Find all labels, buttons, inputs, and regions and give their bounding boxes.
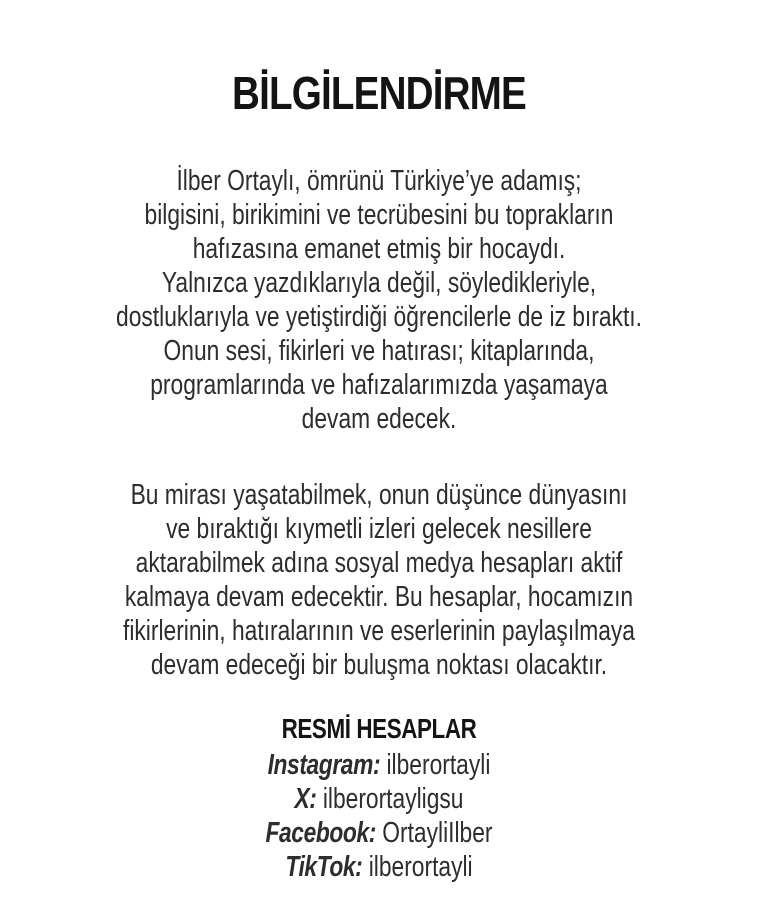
paragraph-line: dostluklarıyla ve yetiştirdiği öğrencilerle de iz bıraktı. xyxy=(116,301,642,333)
account-platform-label: X: xyxy=(294,783,317,815)
account-platform-label: Instagram: xyxy=(267,749,381,781)
account-line xyxy=(76,782,682,816)
paragraph-line: kalmaya devam edecektir. Bu hesaplar, hocamızın xyxy=(124,581,634,613)
paragraph-line: devam edeceği bir buluşma noktası olacaktır. xyxy=(150,649,608,681)
account-line xyxy=(76,850,682,884)
paragraph-line: aktarabilmek adına sosyal medya hesapları aktif xyxy=(135,547,623,579)
paragraph-line: programlarında ve hafızalarımızda yaşamaya xyxy=(150,369,608,401)
legacy-paragraph xyxy=(76,478,682,682)
official-accounts-section xyxy=(76,710,682,884)
account-handle: ilberortayligsu xyxy=(322,783,464,815)
paragraph-line: Onun sesi, fikirleri ve hatırası; kitaplarında, xyxy=(163,335,595,367)
paragraph-line: hafızasına emanet etmiş bir hocaydı. xyxy=(192,233,566,265)
paragraph-line: İlber Ortaylı, ömrünü Türkiye’ye adamış; xyxy=(176,165,582,197)
page-title: BİLGİLENDİRME xyxy=(232,67,526,119)
account-handle: OrtayliIlber xyxy=(382,817,493,849)
accounts-heading: RESMİ HESAPLAR xyxy=(281,713,477,744)
account-line xyxy=(76,816,682,850)
paragraph-line: bilgisini, birikimini ve tecrübesini bu toprakların xyxy=(144,199,614,231)
account-platform-label: Facebook: xyxy=(265,817,376,849)
paragraph-line: devam edecek. xyxy=(301,403,457,435)
accounts-list xyxy=(76,748,682,884)
paragraph-line: Yalnızca yazdıklarıyla değil, söyledikleriyle, xyxy=(161,267,597,299)
account-line xyxy=(76,748,682,782)
paragraph-line: Bu mirası yaşatabilmek, onun düşünce dünyasını xyxy=(130,479,628,511)
account-handle: ilberortayli xyxy=(368,851,473,883)
intro-paragraph xyxy=(76,164,682,436)
paragraph-line: ve bıraktığı kıymetli izleri gelecek nesillere xyxy=(166,513,592,545)
paragraph-line: fikirlerinin, hatıralarının ve eserlerinin paylaşılmaya xyxy=(123,615,635,647)
account-platform-label: TikTok: xyxy=(285,851,363,883)
account-handle: ilberortayli xyxy=(386,749,491,781)
